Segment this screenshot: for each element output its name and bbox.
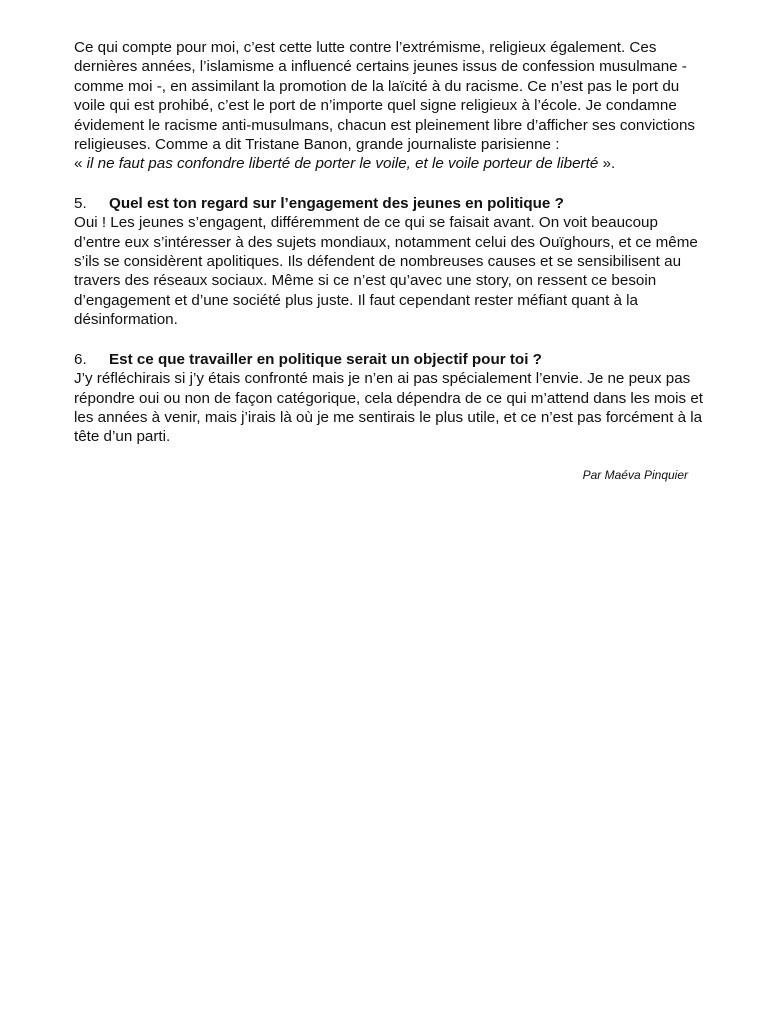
quote-close: ».	[598, 155, 616, 173]
question-number: 6.	[74, 350, 87, 368]
question-5-heading	[74, 194, 704, 213]
document-page	[74, 38, 704, 483]
answer-6-paragraph: J’y réfléchirais si j’y étais confronté mais je n’en ai pas spécialement l’envie. Je ne peux pas répondre oui ou non de façon catégorique, cela dépendra de ce qui m’attend dans les mois et les années à venir, mais j’irais là où je me sentirais le plus utile, et ce n’est pas forcément à la tête d’un parti.	[74, 370, 704, 446]
question-text: Est ce que travailler en politique serait un objectif pour toi ?	[109, 350, 542, 368]
intro-paragraph	[74, 38, 704, 174]
question-number: 5.	[74, 194, 87, 212]
intro-text: Ce qui compte pour moi, c’est cette lutte contre l’extrémisme, religieux également. Ces dernières années, l’islamisme a influencé certains jeunes issus de confession musulmane - comme moi -, en assimilant la promotion de la laïcité à du racisme. Ce n’est pas le port du voile qui est prohibé, c’est le port de n’importe quel signe religieux à l’école. Je condamne évidement le racisme anti-musulmans, chacun est pleinement libre d’afficher ses convictions religieuses. Comme a dit Tristane Banon, grande journaliste parisienne :	[74, 39, 696, 154]
quote-open: «	[74, 155, 87, 173]
answer-5-paragraph: Oui ! Les jeunes s’engagent, différemment de ce qui se faisait avant. On voit beaucoup d’entre eux s’intéresser à des sujets mondiaux, notamment celui des Ouïghours, et ce même s’ils se considèrent apolitiques. Ils défendent de nombreuses causes et se sensibilisent au travers des réseaux sociaux. Même si ce n’est qu’avec une story, on ressent ce besoin d’engagement et d’une société plus juste. Il faut cependant rester méfiant quant à la désinformation.	[74, 214, 698, 329]
question-6-heading	[74, 350, 704, 369]
author-signature: Par Maéva Pinquier	[582, 467, 688, 482]
question-text: Quel est ton regard sur l’engagement des jeunes en politique ?	[109, 194, 564, 212]
quote-text: il ne faut pas confondre liberté de porter le voile, et le voile porteur de liberté	[86, 155, 599, 173]
